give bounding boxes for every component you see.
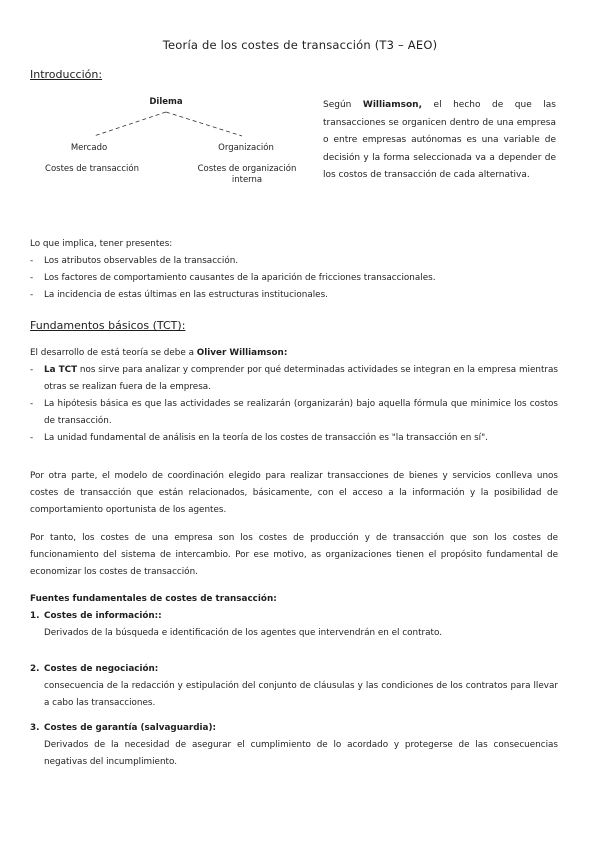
list-item: - La incidencia de estas últimas en las estructuras institucionales. xyxy=(30,287,558,304)
intro-paragraph xyxy=(323,97,556,185)
dilema-diagram xyxy=(30,94,320,194)
fuentes-item-head: Costes de información:: xyxy=(44,611,162,621)
por-tanto-paragraph: Por tanto, los costes de una empresa son los costes de producción y de transacción que son los costes de funcionamiento del sistema de intercambio. Por ese motivo, as organizaciones tienen el propósito fundamental de economizar los costes de transacción. xyxy=(30,533,558,577)
fuentes-item-head: Costes de negociación: xyxy=(44,664,159,674)
line-to-mercado xyxy=(94,112,166,136)
fuentes-heading: Fuentes fundamentales de costes de transacción: xyxy=(30,594,277,604)
fundamentos-list xyxy=(30,362,558,447)
intro-para-rest: el hecho de que las transacciones se organicen dentro de una empresa o entre empresas autónomas es una variable de decisión y la forma seleccionada va a depender de los costos de transacción de cada alternativa. xyxy=(323,100,556,180)
fuentes-item-3 xyxy=(30,720,558,771)
fundamentos-block xyxy=(30,345,558,447)
implica-lead: Lo que implica, tener presentes: xyxy=(30,239,173,249)
intro-para-name: Williamson, xyxy=(362,100,422,110)
fundamentos-lead-name: Oliver Williamson: xyxy=(196,348,288,358)
intro-heading: Introducción: xyxy=(30,68,103,81)
fundamentos-lead xyxy=(30,345,558,362)
fuentes-item-number: 3. xyxy=(30,723,40,733)
diagram-right-sub xyxy=(188,164,306,186)
fuentes-item-desc: Derivados de la búsqueda e identificación de los agentes que intervendrán en el contrato. xyxy=(44,628,442,638)
intro-para-prefix: Según xyxy=(323,100,352,110)
fuentes-item-head: Costes de garantía (salvaguardia): xyxy=(44,723,217,733)
implica-list xyxy=(30,253,558,304)
diagram-left-label: Mercado xyxy=(70,143,108,153)
otra-parte-paragraph: Por otra parte, el modelo de coordinación elegido para realizar transacciones de bienes y servicios conlleva unos costes de transacción que están relacionados, básicamente, con el acceso a la información y la posibilidad de comportamiento oportunista de los agentes. xyxy=(30,471,558,515)
list-item: - La hipótesis básica es que las actividades se realizarán (organizarán) bajo aquella fórmula que minimice los costos de transacción. xyxy=(30,396,558,430)
fuentes-item-desc: Derivados de la necesidad de asegurar el cumplimiento de lo acordado y protegerse de las consecuencias negativas del incumplimiento. xyxy=(44,740,558,767)
diagram-right-label: Organización xyxy=(218,143,274,153)
fuentes-item-number: 2. xyxy=(30,664,40,674)
list-item: - Los factores de comportamiento causantes de la aparición de fricciones transaccionales. xyxy=(30,270,558,287)
diagram-right-sub-line1: Costes de organización xyxy=(197,164,297,174)
fundamentos-item1-bold: La TCT xyxy=(44,365,78,375)
fuentes-item-desc: consecuencia de la redacción y estipulación del conjunto de cláusulas y las condiciones de los contratos para llevar a cabo las transacciones. xyxy=(44,681,558,708)
diagram-right-sub-line2: interna xyxy=(231,175,263,185)
fundamentos-lead-prefix: El desarrollo de está teoría se debe a xyxy=(30,348,194,358)
list-item xyxy=(30,362,558,396)
implica-block xyxy=(30,236,558,304)
list-item: - Los atributos observables de la transacción. xyxy=(30,253,558,270)
diagram-left-sub: Costes de transacción xyxy=(45,164,139,174)
diagram-top-label: Dilema xyxy=(149,97,183,107)
line-to-organizacion xyxy=(166,112,242,136)
fundamentos-heading: Fundamentos básicos (TCT): xyxy=(30,319,186,332)
list-item: - La unidad fundamental de análisis en la teoría de los costes de transacción es "la transacción en sí". xyxy=(30,430,558,447)
fuentes-item-number: 1. xyxy=(30,611,40,621)
fuentes-block xyxy=(30,591,558,771)
fuentes-item-1 xyxy=(30,608,558,642)
fuentes-item-2 xyxy=(30,661,558,712)
page-title: Teoría de los costes de transacción (T3 – AEO) xyxy=(162,38,438,52)
fundamentos-item1-rest: nos sirve para analizar y comprender por qué determinadas actividades se integran en la empresa mientras otras se realizan fuera de la empresa. xyxy=(44,365,559,392)
